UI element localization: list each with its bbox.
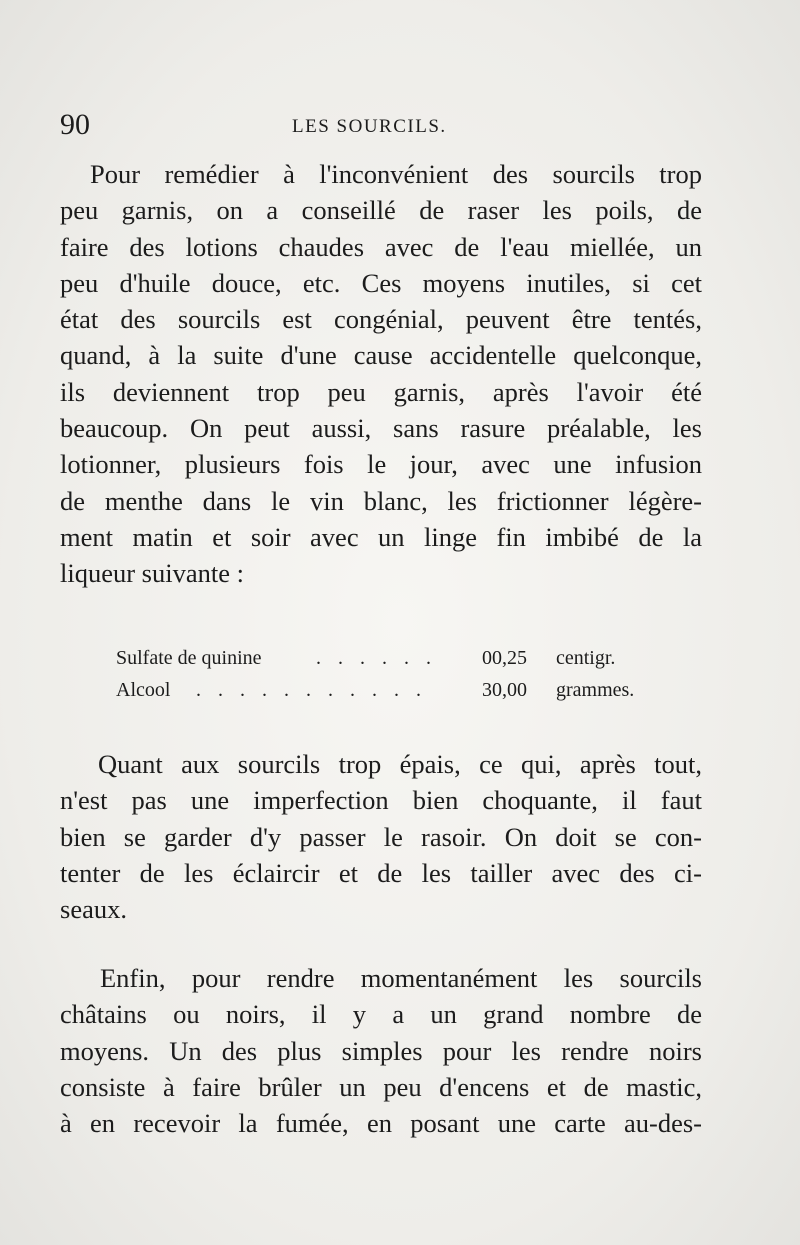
- text-line: châtains ou noirs, il y a un grand nombre de: [60, 999, 702, 1030]
- text-line: Enfin, pour rendre momentanément les sourcils: [100, 963, 702, 993]
- text-line: n'est pas une imperfection bien choquante, il faut: [60, 785, 702, 816]
- text-line: de menthe dans le vin blanc, les frictionner légère-: [60, 485, 702, 516]
- leader-dots: . . . . . . . . . . .: [196, 679, 427, 701]
- text-line: Pour remédier à l'inconvénient des sourcils trop: [90, 159, 702, 189]
- ingredient-unit: grammes.: [556, 679, 635, 701]
- text-line: tenter de les éclaircir et de les tailler avec des ci-: [60, 857, 702, 888]
- ingredient-unit: centigr.: [556, 647, 616, 669]
- text-line: peu garnis, on a conseillé de raser les poils, de: [60, 195, 702, 226]
- running-head: [60, 108, 700, 144]
- text-line: beaucoup. On peut aussi, sans rasure préalable, les: [60, 413, 702, 444]
- text-line: Quant aux sourcils trop épais, ce qui, après tout,: [98, 749, 702, 779]
- text-line: ment matin et soir avec un linge fin imbibé de la: [60, 521, 702, 552]
- running-title: LES SOURCILS.: [292, 116, 447, 137]
- text-line: état des sourcils est congénial, peuvent être tentés,: [60, 304, 702, 335]
- ingredient-name: Alcool: [116, 679, 171, 701]
- ingredient-quantity: 00,25: [482, 647, 527, 669]
- paragraph-remedy: [60, 156, 702, 592]
- formula-table: [116, 642, 661, 706]
- text-line: bien se garder d'y passer le rasoir. On doit se con-: [60, 821, 702, 852]
- text-line: moyens. Un des plus simples pour les rendre noirs: [60, 1035, 702, 1066]
- text-line: consiste à faire brûler un peu d'encens et de mastic,: [60, 1071, 702, 1102]
- formula-row: [116, 674, 661, 706]
- ingredient-quantity: 30,00: [482, 679, 527, 701]
- text-line: ils deviennent trop peu garnis, après l'avoir été: [60, 376, 702, 407]
- text-line: liqueur suivante :: [60, 558, 244, 589]
- text-line: faire des lotions chaudes avec de l'eau miellée, un: [60, 231, 702, 262]
- leader-dots: . . . . . .: [316, 647, 437, 669]
- formula-row: [116, 642, 661, 674]
- text-line: seaux.: [60, 894, 127, 925]
- ingredient-name: Sulfate de quinine: [116, 647, 262, 669]
- text-line: quand, à la suite d'une cause accidentelle quelconque,: [60, 340, 702, 371]
- paragraph-thick-eyebrows: [60, 746, 702, 927]
- text-line: peu d'huile douce, etc. Ces moyens inutiles, si cet: [60, 267, 702, 298]
- text-line: à en recevoir la fumée, en posant une carte au-des-: [60, 1108, 702, 1139]
- page-number: 90: [60, 108, 90, 141]
- text-line: lotionner, plusieurs fois le jour, avec une infusion: [60, 449, 702, 480]
- paragraph-darkening: [60, 960, 702, 1141]
